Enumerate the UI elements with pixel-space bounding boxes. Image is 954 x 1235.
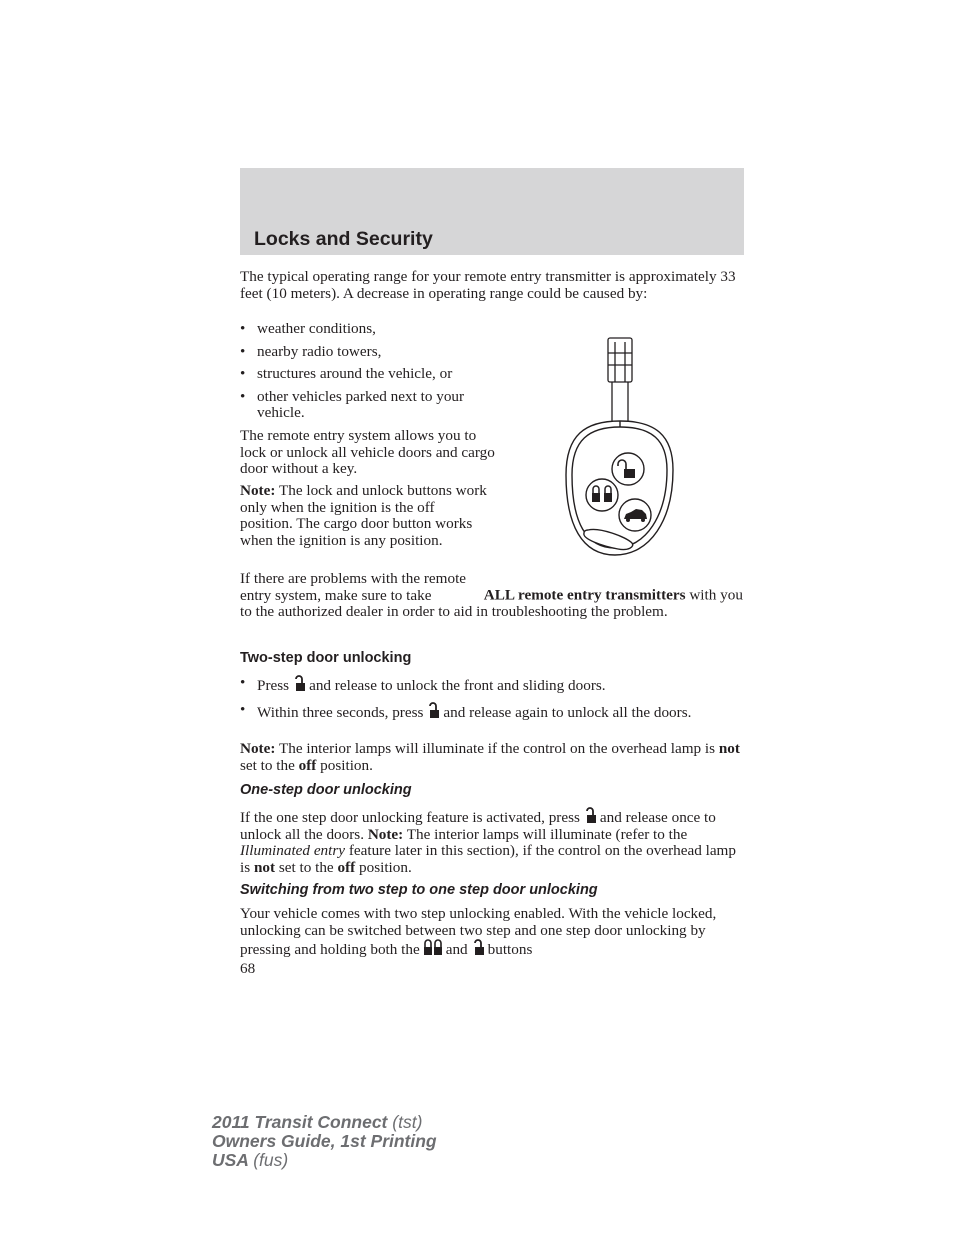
list-item: • nearby radio towers,	[240, 344, 500, 361]
one-step-text: feature later in this section), if the control on the overhead lamp is	[240, 842, 736, 876]
note-label: Note:	[367, 825, 404, 843]
one-step-text: set to the	[278, 858, 334, 876]
bullet-text: and release again to unlock all the doors.	[443, 703, 692, 721]
problems-bold: ALL remote entry transmitters	[483, 586, 686, 604]
problems-text: If there are problems with the remote entry system, make sure to take	[240, 570, 467, 604]
list-item	[240, 702, 744, 722]
two-step-note	[240, 741, 744, 774]
system-paragraph	[240, 428, 495, 478]
footer-edition: Owners Guide, 1st Printing	[212, 1131, 437, 1151]
range-factors-list	[240, 321, 500, 422]
two-step-list	[240, 675, 744, 721]
one-step-text: If the one step door unlocking feature is activated, press	[240, 809, 580, 826]
lock-icon	[423, 939, 443, 956]
switching-heading: Switching from two step to one step door unlocking	[240, 882, 598, 898]
bullet-text: and release to unlock the front and sliding doors.	[309, 677, 606, 694]
one-step-heading: One-step door unlocking	[240, 782, 412, 798]
note-text: position.	[320, 756, 373, 774]
note-label: Note:	[240, 482, 276, 499]
section-title: Locks and Security	[254, 228, 433, 250]
switching-text: buttons	[487, 941, 533, 958]
one-step-text: and release once to unlock all the doors.	[240, 809, 716, 843]
footer-code: (tst)	[392, 1112, 423, 1132]
note-bold: off	[337, 858, 356, 876]
note-text: set to the	[240, 756, 295, 774]
unlock-icon	[583, 807, 597, 824]
switching-paragraph	[240, 906, 744, 959]
panic-button-icon	[584, 529, 633, 549]
range-paragraph	[240, 269, 744, 302]
system-text: The remote entry system allows you to lock or unlock all vehicle doors and cargo door without a key.	[240, 427, 495, 477]
section-header-band	[240, 168, 744, 255]
list-item: • other vehicles parked next to your vehicle.	[240, 389, 500, 422]
illuminated-entry-ref: Illuminated entry	[240, 842, 346, 859]
note-paragraph	[240, 483, 490, 549]
unlock-icon	[426, 702, 440, 719]
unlock-icon	[471, 939, 485, 956]
switching-text: and	[445, 941, 468, 958]
unlock-button-icon	[612, 453, 644, 485]
page-number: 68	[240, 960, 256, 977]
note-bold: not	[718, 740, 740, 757]
note-text: The interior lamps will illuminate if the control on the overhead lamp is	[278, 740, 716, 757]
footer-imprint	[212, 1113, 437, 1170]
problems-text-2: with you to the authorized dealer in order to aid in troubleshooting the problem.	[240, 586, 743, 620]
problems-paragraph	[240, 571, 744, 621]
two-step-heading: Two-step door unlocking	[240, 650, 412, 666]
lock-button-icon	[586, 479, 618, 511]
footer-model: 2011 Transit Connect	[212, 1112, 388, 1132]
bullet-text: Press	[257, 677, 290, 694]
range-text: The typical operating range for your remote entry transmitter is approximately 33 feet (10 meters). A decrease in operating range could be caused by:	[240, 268, 736, 302]
key-fob-figure	[560, 335, 680, 560]
list-item: • structures around the vehicle, or	[240, 366, 500, 383]
one-step-paragraph	[240, 807, 744, 876]
list-item	[240, 675, 744, 695]
switching-text: Your vehicle comes with two step unlocking enabled. With the vehicle locked, unlocking can be switched between two step and one step door unlocking by pressing and holding both the	[240, 905, 717, 958]
footer-code: (fus)	[253, 1150, 289, 1170]
list-item: • weather conditions,	[240, 321, 500, 338]
cargo-door-button-icon	[619, 499, 651, 531]
one-step-text: The interior lamps will illuminate (refer to the	[406, 825, 688, 843]
note-label: Note:	[240, 740, 276, 757]
note-bold: not	[253, 858, 276, 876]
footer-market: USA	[212, 1150, 249, 1170]
one-step-text: position.	[359, 858, 412, 876]
note-bold: off	[298, 756, 317, 774]
note-text: The lock and unlock buttons work only when the ignition is the off position. The cargo door button works when the ignition is any position.	[240, 482, 487, 549]
bullet-text: Within three seconds, press	[257, 703, 424, 721]
unlock-icon	[292, 675, 306, 692]
key-blade-icon	[608, 338, 632, 421]
